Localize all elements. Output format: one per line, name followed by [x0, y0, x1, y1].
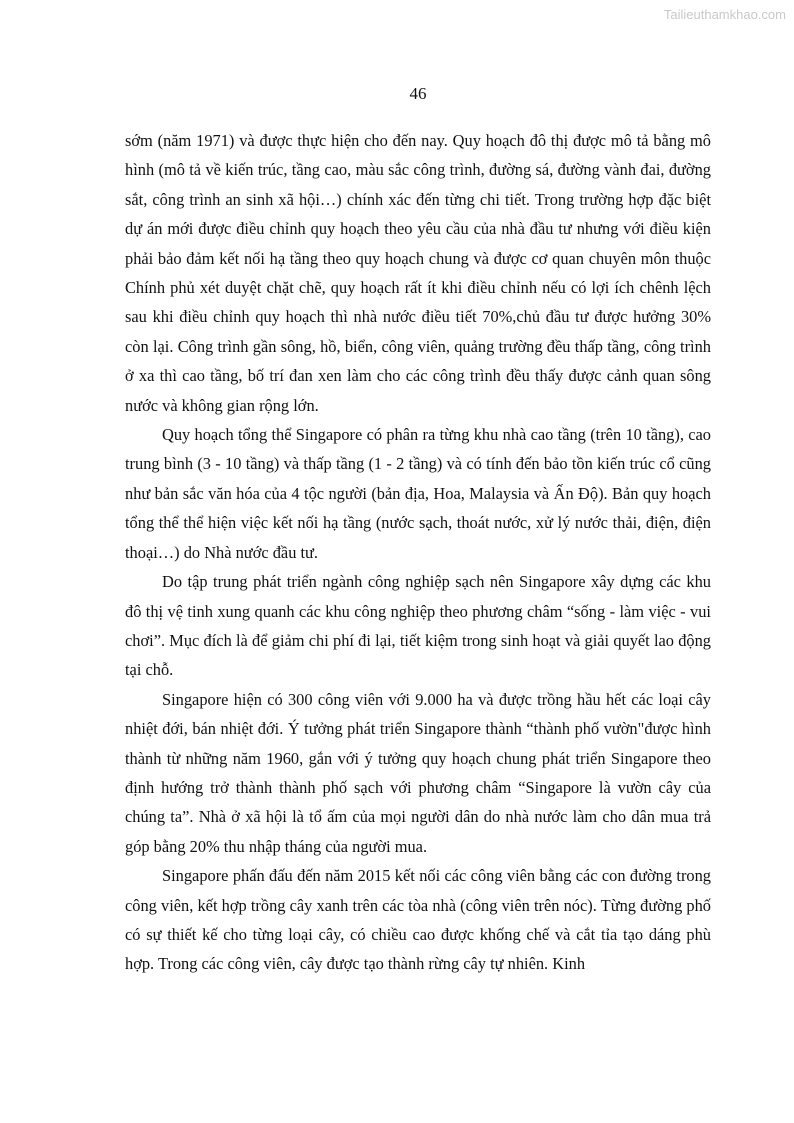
body-text	[125, 126, 711, 979]
paragraph: sớm (năm 1971) và được thực hiện cho đến nay. Quy hoạch đô thị được mô tả bằng mô hình (mô tả về kiến trúc, tầng cao, màu sắc công trình, đường sá, đường vành đai, đường sắt, công trình an sinh xã hội…) chính xác đến từng chi tiết. Trong trường hợp đặc biệt dự án mới được điều chỉnh quy hoạch theo yêu cầu của nhà đầu tư nhưng với điều kiện phải bảo đảm kết nối hạ tầng theo quy hoạch chung và được cơ quan chuyên môn thuộc Chính phủ xét duyệt chặt chẽ, quy hoạch rất ít khi điều chỉnh nếu có lợi ích chênh lệch sau khi điều chỉnh quy hoạch thì nhà nước điều tiết 70%,chủ đầu tư được hưởng 30% còn lại. Công trình gần sông, hồ, biển, công viên, quảng trường đều thấp tầng, công trình ở xa thì cao tầng, bố trí đan xen làm cho các công trình đều thấy được cảnh quan sông nước và không gian rộng lớn.	[125, 131, 711, 415]
paragraph: Singapore phấn đấu đến năm 2015 kết nối các công viên bằng các con đường trong công viên, kết hợp trồng cây xanh trên các tòa nhà (công viên trên nóc). Từng đường phố có sự thiết kế cho từng loại cây, có chiều cao được khống chế và cắt tỉa tạo dáng phù hợp. Trong các công viên, cây được tạo thành rừng cây tự nhiên. Kinh	[125, 866, 711, 974]
page-number: 46	[409, 84, 427, 103]
watermark: Tailieuthamkhao.com	[663, 7, 786, 22]
paragraph: Quy hoạch tổng thể Singapore có phân ra từng khu nhà cao tầng (trên 10 tầng), cao trung bình (3 - 10 tầng) và thấp tầng (1 - 2 tầng) và có tính đến bảo tồn kiến trúc cổ cũng như bản sắc văn hóa của 4 tộc người (bản địa, Hoa, Malaysia và Ấn Độ). Bản quy hoạch tổng thể thể hiện việc kết nối hạ tầng (nước sạch, thoát nước, xử lý nước thải, điện, điện thoại…) do Nhà nước đầu tư.	[125, 425, 711, 562]
paragraph: Singapore hiện có 300 công viên với 9.000 ha và được trồng hầu hết các loại cây nhiệt đới, bán nhiệt đới. Ý tưởng phát triển Singapore thành “thành phố vườn"được hình thành từ những năm 1960, gắn với ý tưởng quy hoạch chung phát triển Singapore theo định hướng trở thành thành phố sạch với phương châm “Singapore là vườn cây của chúng ta”. Nhà ở xã hội là tổ ấm của mọi người dân do nhà nước làm cho dân mua trả góp bằng 20% thu nhập tháng của người mua.	[125, 689, 711, 856]
paragraph: Do tập trung phát triển ngành công nghiệp sạch nên Singapore xây dựng các khu đô thị vệ tinh xung quanh các khu công nghiệp theo phương châm “sống - làm việc - vui chơi”. Mục đích là để giảm chi phí đi lại, tiết kiệm trong sinh hoạt và giải quyết lao động tại chỗ.	[125, 572, 711, 680]
